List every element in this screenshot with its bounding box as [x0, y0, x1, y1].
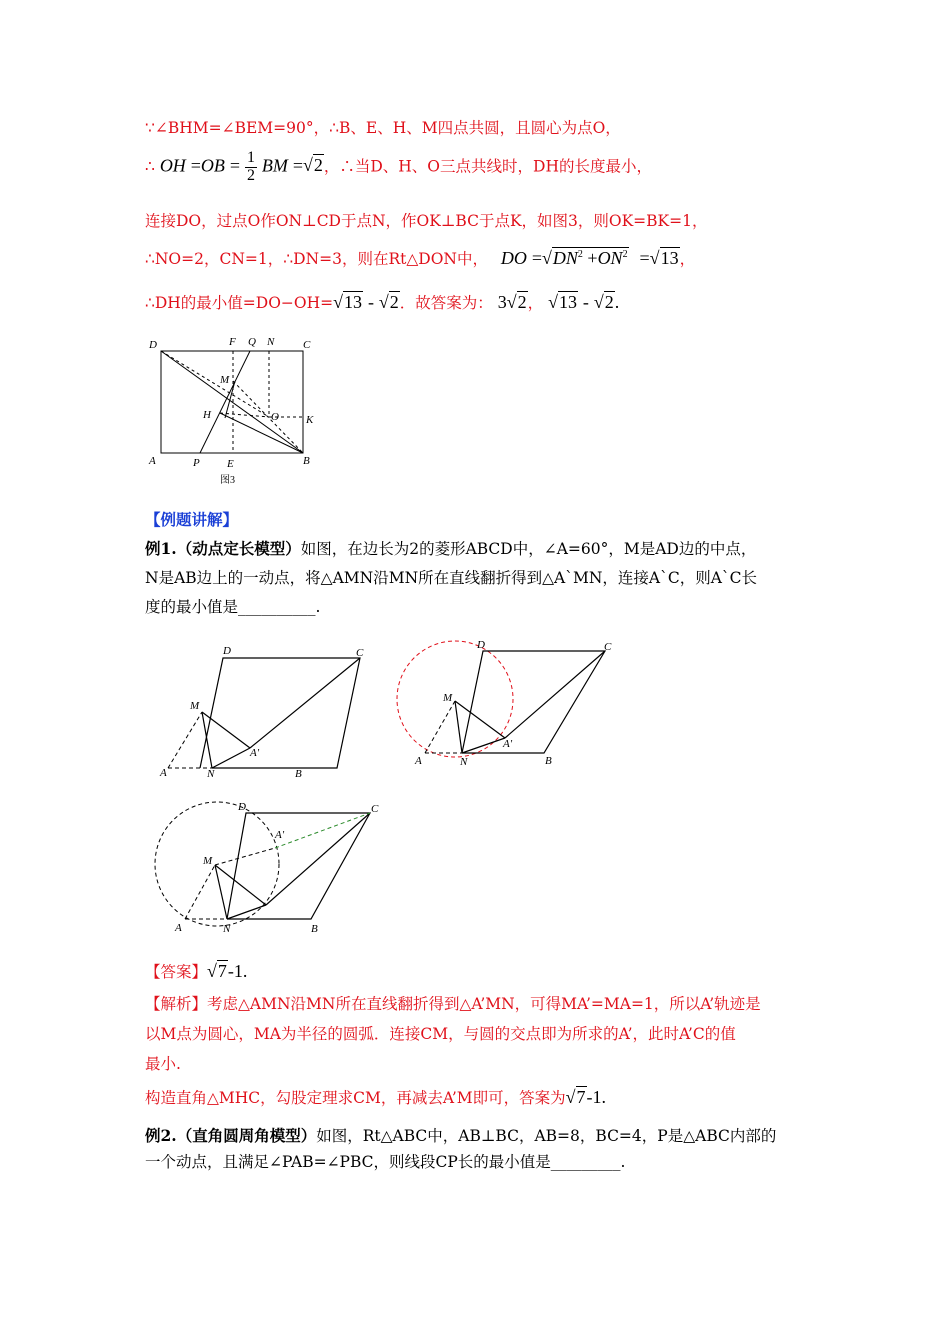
answer-line: [145, 960, 247, 982]
locus-circle: [397, 641, 513, 757]
dashed-am: [168, 712, 202, 768]
radicand: 2: [389, 292, 399, 312]
answer-label: 【答案】: [145, 963, 208, 981]
example-2-line-1: [145, 1124, 776, 1146]
figure-3-diagram: [145, 333, 335, 493]
example-1-line-3: 度的最小值是__________.: [145, 598, 321, 616]
analysis-text: 构造直角△MHC，勾股定理求CM，再减去A’M即可，答案为: [145, 1089, 566, 1107]
line-h-b: [220, 413, 303, 453]
analysis-line-2: 以M点为圆心，MA为半径的圆弧．连接CM，与圆的交点即为所求的A’，此时A’C的值: [145, 1025, 736, 1043]
analysis-line-3: 最小.: [145, 1055, 181, 1073]
line-pq: [200, 351, 250, 453]
label-E: E: [227, 458, 234, 470]
period: .: [601, 1087, 607, 1107]
sqrt-2: √2: [302, 155, 323, 176]
fraction-one-half: [245, 150, 257, 185]
therefore-symbol: ∴: [145, 157, 155, 176]
comma: ，: [679, 250, 696, 268]
label-C: C: [303, 339, 311, 351]
label-M: M: [443, 692, 453, 704]
side-ma1: [202, 712, 250, 748]
label-N: N: [223, 923, 231, 935]
math-minus: -: [367, 292, 374, 312]
label-B: B: [545, 755, 552, 767]
rhombus-outline: [200, 658, 360, 768]
rhombus-figure-1: [150, 640, 370, 785]
rhombus-outline: [462, 651, 605, 753]
label-A1: A': [275, 829, 285, 841]
math-eq: =: [190, 155, 201, 176]
label-C: C: [371, 803, 379, 815]
fraction-denominator: 2: [246, 166, 255, 184]
label-B: B: [295, 768, 302, 780]
label-M: M: [220, 374, 230, 386]
example-2-model: （直角圆周角模型）: [176, 1126, 317, 1145]
label-N: N: [460, 756, 468, 768]
comma: ，: [527, 294, 544, 312]
label-A: A: [149, 455, 156, 467]
period: .: [242, 961, 248, 981]
label-B: B: [311, 923, 318, 935]
dashed-mc-green: [275, 813, 370, 848]
solution-line-3: 连接DO，过点O作ON⊥CD于点N，作OK⊥BC于点K，如图3，则OK=BK=1，: [145, 212, 708, 230]
label-C: C: [604, 641, 612, 653]
math-eq: =: [639, 248, 650, 268]
sqrt-dn2-on2: $√DN^2 +ON^2$: [542, 248, 628, 268]
radicand: 13: [344, 292, 363, 312]
sqrt-7: √7: [565, 1087, 586, 1107]
dashed-am: [185, 865, 215, 919]
label-K: K: [306, 414, 314, 426]
example-2-line-2: 一个动点，且满足∠PAB=∠PBC，则线段CP长的最小值是_________.: [145, 1153, 626, 1171]
label-A1: A': [503, 738, 513, 750]
analysis-line-4: [145, 1086, 606, 1108]
solution-line-2-text: ，∴当D、H、O三点共线时，DH的长度最小，: [323, 157, 652, 176]
math-dn: DN: [552, 248, 578, 268]
side-na1: [462, 738, 505, 753]
label-A: A: [160, 767, 167, 779]
math-minus: -: [582, 292, 589, 312]
math-3: 3: [497, 292, 507, 312]
math-plus: +: [587, 248, 598, 268]
side-mn: [455, 701, 462, 753]
label-F: F: [229, 336, 236, 348]
label-D: D: [223, 645, 231, 657]
sqrt-2: √2: [506, 292, 527, 312]
example-1-model: （动点定长模型）: [176, 539, 301, 558]
math-bm: BM: [261, 155, 288, 176]
math-oh: OH: [159, 155, 186, 176]
label-B: B: [303, 455, 310, 467]
side-ma1: [455, 701, 505, 738]
solution-line-5-text: ∴DH的最小值=DO−OH=: [145, 294, 334, 312]
solution-line-5: [145, 291, 619, 313]
rhombus-figure-2: [395, 633, 625, 773]
answer-intro: ．故答案为：: [399, 294, 493, 312]
solution-line-4-text: ∴NO=2，CN=1，∴DN=3，则在Rt△DON中，: [145, 250, 488, 268]
label-N: N: [207, 768, 215, 780]
label-A1: A': [250, 747, 260, 759]
example-2-label: 例2.: [145, 1126, 177, 1145]
solution-line-2: [145, 150, 652, 185]
side-a1c: [266, 813, 370, 905]
math-on: ON: [597, 248, 623, 268]
label-M: M: [190, 700, 200, 712]
math-ob: OB: [200, 155, 225, 176]
exponent: 2: [577, 249, 583, 260]
sqrt-13: √13: [649, 248, 679, 268]
radicand: 13: [558, 292, 577, 312]
rhombus-outline: [227, 813, 370, 919]
math-eq: =: [531, 248, 542, 268]
label-A: A: [415, 755, 422, 767]
math-minus-one: -1: [227, 961, 243, 981]
label-D: D: [149, 339, 157, 351]
example-1-line-2: N是AB边上的一动点，将△AMN沿MN所在直线翻折得到△A`MN，连接A`C，则A`C长: [145, 569, 758, 587]
label-Q: Q: [248, 336, 256, 348]
dashed-do: [161, 351, 269, 417]
sqrt-13: √13: [548, 292, 577, 312]
radicand: 13: [660, 248, 679, 268]
radicand: 2: [313, 155, 323, 176]
period: .: [614, 292, 620, 312]
side-a1c: [505, 651, 605, 738]
radicand: 2: [604, 292, 614, 312]
dashed-am: [425, 701, 455, 753]
math-minus-one: -1: [586, 1087, 602, 1107]
math-eq: =: [229, 155, 240, 176]
sqrt-7: √7: [207, 961, 227, 981]
label-D: D: [238, 801, 246, 813]
solution-line-4: [145, 247, 695, 269]
side-na1: [227, 905, 266, 919]
side-na1: [212, 748, 250, 768]
example-2-text: 如图，Rt△ABC中，AB⊥BC，AB=8，BC=4，P是△ABC内部的: [316, 1127, 777, 1145]
dashed-mb: [233, 381, 303, 453]
label-O: O: [271, 411, 279, 423]
figure-caption: 图3: [220, 475, 235, 486]
label-C: C: [356, 647, 364, 659]
label-H: H: [203, 409, 211, 421]
radicand: 7: [217, 961, 227, 981]
example-1-text: 如图，在边长为2的菱形ABCD中，∠A=60°，M是AD边的中点，: [300, 540, 757, 558]
analysis-line-1: 【解析】考虑△AMN沿MN所在直线翻折得到△A’MN，可得MA’=MA=1，所以A’轨迹是: [145, 995, 761, 1013]
section-example-heading: 【例题讲解】: [145, 510, 239, 529]
radicand: 2: [517, 292, 527, 312]
label-P: P: [193, 457, 200, 469]
sqrt-2: √2: [378, 292, 399, 312]
label-M: M: [203, 855, 213, 867]
example-1-line-1: [145, 537, 756, 559]
rhombus-figure-3: [145, 795, 390, 940]
math-do: DO: [500, 248, 527, 268]
label-D: D: [477, 639, 485, 651]
label-A: A: [175, 922, 182, 934]
line-dh-b: [161, 351, 303, 453]
label-N: N: [267, 336, 275, 348]
radicand: 7: [576, 1087, 586, 1107]
exponent: 2: [622, 249, 628, 260]
fraction-numerator: 1: [246, 149, 255, 166]
solution-line-1: ∵∠BHM=∠BEM=90°，∴B、E、H、M四点共圆，且圆心为点O，: [145, 119, 621, 137]
dashed-mc-near: [215, 848, 275, 865]
sqrt-2: √2: [593, 292, 614, 312]
math-eq: =: [292, 155, 303, 176]
example-1-label: 例1.: [145, 539, 177, 558]
sqrt-13: √13: [333, 292, 363, 312]
